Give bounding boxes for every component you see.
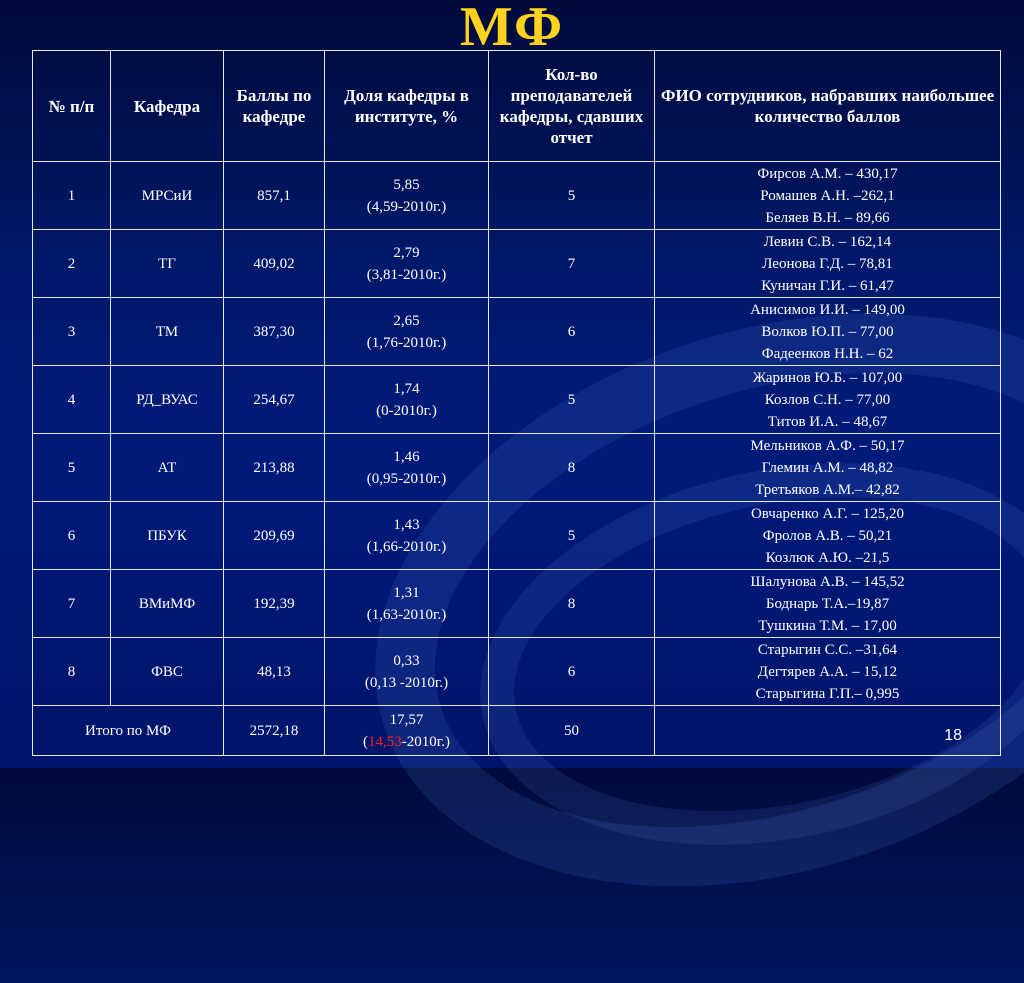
table-row <box>33 570 1001 638</box>
share-value: 1,31 <box>393 584 420 601</box>
cell-share <box>325 298 489 366</box>
table-row <box>33 298 1001 366</box>
cell-num: 1 <box>33 162 111 230</box>
fio-line: Беляев В.Н. – 89,66 <box>765 209 890 226</box>
fio-line: Жаринов Ю.Б. – 107,00 <box>752 369 903 386</box>
share-prev: (0,95-2010г.) <box>366 470 447 487</box>
fio-line: Глемин А.М. – 48,82 <box>761 459 894 476</box>
cell-share <box>325 502 489 570</box>
cell-score: 209,69 <box>224 502 325 570</box>
table-row <box>33 162 1001 230</box>
header-num: № п/п <box>33 51 111 162</box>
cell-num: 4 <box>33 366 111 434</box>
fio-line: Старыгин С.С. –31,64 <box>757 641 898 658</box>
total-share-prev-highlight: 14,53 <box>368 733 402 750</box>
cell-score: 409,02 <box>224 230 325 298</box>
share-prev: (0-2010г.) <box>376 402 437 419</box>
cell-fio <box>655 638 1001 706</box>
cell-num: 7 <box>33 570 111 638</box>
cell-share <box>325 366 489 434</box>
cell-count: 5 <box>489 502 655 570</box>
cell-num: 3 <box>33 298 111 366</box>
cell-fio <box>655 162 1001 230</box>
cell-dept: ТМ <box>111 298 224 366</box>
results-table <box>32 50 1001 756</box>
cell-fio <box>655 230 1001 298</box>
share-value: 1,46 <box>393 448 420 465</box>
total-share-value: 17,57 <box>389 711 424 728</box>
share-value: 1,74 <box>393 380 420 397</box>
cell-fio <box>655 502 1001 570</box>
total-row <box>33 706 1001 756</box>
header-share: Доля кафедры в институте, % <box>325 51 489 162</box>
cell-fio <box>655 298 1001 366</box>
fio-line: Волков Ю.П. – 77,00 <box>761 323 894 340</box>
cell-dept: АТ <box>111 434 224 502</box>
total-share <box>325 706 489 756</box>
cell-fio <box>655 366 1001 434</box>
total-score: 2572,18 <box>224 706 325 756</box>
cell-score: 857,1 <box>224 162 325 230</box>
header-fio: ФИО сотрудников, набравших наибольшее количество баллов <box>655 51 1001 162</box>
cell-num: 5 <box>33 434 111 502</box>
fio-line: Анисимов И.И. – 149,00 <box>750 301 905 318</box>
fio-line: Тушкина Т.М. – 17,00 <box>758 617 897 634</box>
cell-count: 6 <box>489 298 655 366</box>
cell-score: 48,13 <box>224 638 325 706</box>
total-count: 50 <box>489 706 655 756</box>
cell-share <box>325 638 489 706</box>
header-row <box>33 51 1001 162</box>
cell-score: 254,67 <box>224 366 325 434</box>
share-prev: (4,59-2010г.) <box>366 198 447 215</box>
fio-line: Левин С.В. – 162,14 <box>763 233 892 250</box>
cell-share <box>325 570 489 638</box>
fio-line: Старыгина Г.П.– 0,995 <box>755 685 900 702</box>
total-share-prev: (14,53-2010г.) <box>363 733 450 750</box>
cell-dept: ФВС <box>111 638 224 706</box>
cell-count: 7 <box>489 230 655 298</box>
fio-line: Фирсов А.М. – 430,17 <box>757 165 898 182</box>
share-prev: (0,13 -2010г.) <box>364 674 449 691</box>
fio-line: Титов И.А. – 48,67 <box>767 413 888 430</box>
cell-score: 213,88 <box>224 434 325 502</box>
fio-line: Овчаренко А.Г. – 125,20 <box>750 505 905 522</box>
header-dept: Кафедра <box>111 51 224 162</box>
cell-count: 8 <box>489 570 655 638</box>
share-value: 5,85 <box>393 176 420 193</box>
table-row <box>33 638 1001 706</box>
cell-num: 8 <box>33 638 111 706</box>
fio-line: Леонова Г.Д. – 78,81 <box>762 255 893 272</box>
share-value: 0,33 <box>393 652 420 669</box>
fio-line: Дегтярев А.А. – 15,12 <box>757 663 898 680</box>
table-row <box>33 230 1001 298</box>
cell-count: 6 <box>489 638 655 706</box>
cell-share <box>325 230 489 298</box>
cell-share <box>325 162 489 230</box>
total-label: Итого по МФ <box>33 706 224 756</box>
cell-score: 192,39 <box>224 570 325 638</box>
share-value: 1,43 <box>393 516 420 533</box>
share-prev: (1,63-2010г.) <box>366 606 447 623</box>
fio-line: Козлов С.Н. – 77,00 <box>764 391 891 408</box>
cell-count: 5 <box>489 162 655 230</box>
fio-line: Третьяков А.М.– 42,82 <box>755 481 900 498</box>
share-value: 2,65 <box>393 312 420 329</box>
cell-num: 6 <box>33 502 111 570</box>
cell-dept: МРСиИ <box>111 162 224 230</box>
cell-score: 387,30 <box>224 298 325 366</box>
fio-line: Шалунова А.В. – 145,52 <box>750 573 905 590</box>
header-score: Баллы по кафедре <box>224 51 325 162</box>
cell-count: 5 <box>489 366 655 434</box>
fio-line: Куничан Г.И. – 61,47 <box>761 277 894 294</box>
table-row <box>33 434 1001 502</box>
cell-dept: ТГ <box>111 230 224 298</box>
fio-line: Фролов А.В. – 50,21 <box>762 527 893 544</box>
cell-num: 2 <box>33 230 111 298</box>
cell-dept: ПБУК <box>111 502 224 570</box>
fio-line: Ромашев А.Н. –262,1 <box>760 187 895 204</box>
share-prev: (1,76-2010г.) <box>366 334 447 351</box>
fio-line: Фадеенков Н.Н. – 62 <box>761 345 894 362</box>
share-value: 2,79 <box>393 244 420 261</box>
table-row <box>33 366 1001 434</box>
cell-count: 8 <box>489 434 655 502</box>
cell-dept: РД_ВУАС <box>111 366 224 434</box>
slide-number: 18 <box>944 727 962 744</box>
cell-share <box>325 434 489 502</box>
share-prev: (1,66-2010г.) <box>366 538 447 555</box>
cell-fio <box>655 434 1001 502</box>
header-count: Кол-во преподавателей кафедры, сдавших отчет <box>489 51 655 162</box>
slide-title: МФ <box>459 0 565 58</box>
cell-fio <box>655 570 1001 638</box>
fio-line: Козлюк А.Ю. –21,5 <box>765 549 890 566</box>
table-row <box>33 502 1001 570</box>
share-prev: (3,81-2010г.) <box>366 266 447 283</box>
fio-line: Мельников А.Ф. – 50,17 <box>750 437 905 454</box>
cell-dept: ВМиМФ <box>111 570 224 638</box>
fio-line: Боднарь Т.А.–19,87 <box>765 595 890 612</box>
